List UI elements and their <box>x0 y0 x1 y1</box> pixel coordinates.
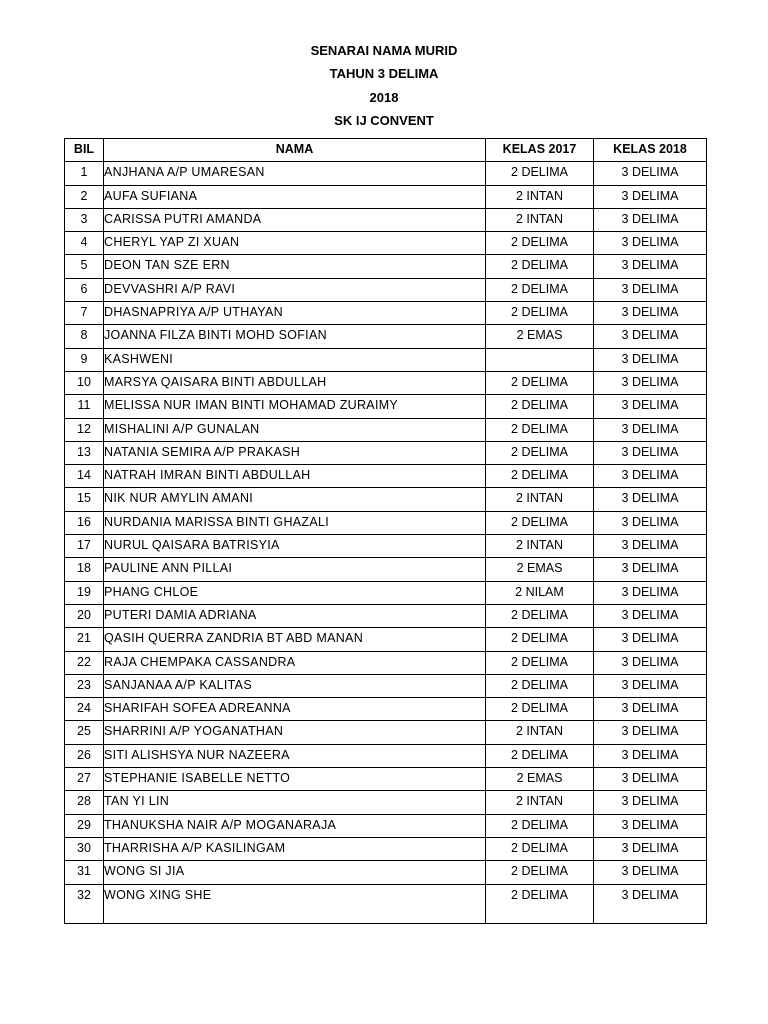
cell-bil: 24 <box>65 698 104 721</box>
cell-nama: ANJHANA A/P UMARESAN <box>104 162 486 185</box>
cell-bil: 6 <box>65 278 104 301</box>
cell-nama: DEVVASHRI A/P RAVI <box>104 278 486 301</box>
column-header-bil: BIL <box>65 139 104 162</box>
cell-bil: 30 <box>65 837 104 860</box>
cell-nama: NIK NUR AMYLIN AMANI <box>104 488 486 511</box>
cell-nama: WONG XING SHE <box>104 884 486 923</box>
cell-nama: TAN YI LIN <box>104 791 486 814</box>
cell-kelas-2017: 2 DELIMA <box>486 884 594 923</box>
cell-nama: NURUL QAISARA BATRISYIA <box>104 535 486 558</box>
table-row <box>65 604 707 627</box>
cell-bil: 29 <box>65 814 104 837</box>
table-row <box>65 884 707 923</box>
cell-bil: 12 <box>65 418 104 441</box>
table-row <box>65 418 707 441</box>
cell-bil: 28 <box>65 791 104 814</box>
cell-kelas-2018: 3 DELIMA <box>594 395 707 418</box>
table-row <box>65 185 707 208</box>
table-row <box>65 558 707 581</box>
table-row <box>65 278 707 301</box>
cell-kelas-2017: 2 DELIMA <box>486 371 594 394</box>
cell-nama: RAJA CHEMPAKA CASSANDRA <box>104 651 486 674</box>
cell-kelas-2018: 3 DELIMA <box>594 628 707 651</box>
cell-bil: 21 <box>65 628 104 651</box>
cell-nama: STEPHANIE ISABELLE NETTO <box>104 768 486 791</box>
table-row <box>65 232 707 255</box>
cell-bil: 11 <box>65 395 104 418</box>
column-header-kelas-2017: KELAS 2017 <box>486 139 594 162</box>
cell-bil: 26 <box>65 744 104 767</box>
cell-kelas-2017: 2 EMAS <box>486 558 594 581</box>
table-row <box>65 814 707 837</box>
cell-kelas-2017: 2 EMAS <box>486 768 594 791</box>
table-row <box>65 861 707 884</box>
cell-kelas-2018: 3 DELIMA <box>594 278 707 301</box>
cell-bil: 32 <box>65 884 104 923</box>
cell-kelas-2018: 3 DELIMA <box>594 604 707 627</box>
cell-bil: 27 <box>65 768 104 791</box>
cell-nama: JOANNA FILZA BINTI MOHD SOFIAN <box>104 325 486 348</box>
table-row <box>65 302 707 325</box>
table-row <box>65 348 707 371</box>
student-table <box>64 138 707 924</box>
column-header-nama: NAMA <box>104 139 486 162</box>
cell-bil: 5 <box>65 255 104 278</box>
cell-nama: DEON TAN SZE ERN <box>104 255 486 278</box>
cell-bil: 18 <box>65 558 104 581</box>
cell-kelas-2018: 3 DELIMA <box>594 791 707 814</box>
cell-kelas-2017: 2 DELIMA <box>486 651 594 674</box>
cell-kelas-2018: 3 DELIMA <box>594 348 707 371</box>
cell-kelas-2017: 2 INTAN <box>486 791 594 814</box>
cell-kelas-2018: 3 DELIMA <box>594 837 707 860</box>
cell-kelas-2017: 2 INTAN <box>486 208 594 231</box>
cell-kelas-2017: 2 DELIMA <box>486 744 594 767</box>
cell-kelas-2017: 2 INTAN <box>486 535 594 558</box>
cell-kelas-2017: 2 INTAN <box>486 488 594 511</box>
cell-bil: 10 <box>65 371 104 394</box>
cell-nama: NATRAH IMRAN BINTI ABDULLAH <box>104 465 486 488</box>
table-row <box>65 768 707 791</box>
cell-kelas-2018: 3 DELIMA <box>594 208 707 231</box>
cell-nama: CARISSA PUTRI AMANDA <box>104 208 486 231</box>
cell-kelas-2017: 2 INTAN <box>486 721 594 744</box>
table-row <box>65 511 707 534</box>
table-row <box>65 465 707 488</box>
cell-kelas-2018: 3 DELIMA <box>594 302 707 325</box>
cell-kelas-2018: 3 DELIMA <box>594 884 707 923</box>
cell-kelas-2018: 3 DELIMA <box>594 744 707 767</box>
cell-bil: 31 <box>65 861 104 884</box>
cell-bil: 14 <box>65 465 104 488</box>
cell-nama: THARRISHA A/P KASILINGAM <box>104 837 486 860</box>
cell-bil: 1 <box>65 162 104 185</box>
cell-bil: 19 <box>65 581 104 604</box>
cell-nama: NATANIA SEMIRA A/P PRAKASH <box>104 441 486 464</box>
table-row <box>65 721 707 744</box>
cell-kelas-2018: 3 DELIMA <box>594 465 707 488</box>
table-row <box>65 651 707 674</box>
table-row <box>65 698 707 721</box>
column-header-kelas-2018: KELAS 2018 <box>594 139 707 162</box>
table-row <box>65 208 707 231</box>
table-header-row <box>65 139 707 162</box>
cell-kelas-2018: 3 DELIMA <box>594 721 707 744</box>
cell-nama: THANUKSHA NAIR A/P MOGANARAJA <box>104 814 486 837</box>
cell-kelas-2018: 3 DELIMA <box>594 488 707 511</box>
cell-kelas-2017: 2 INTAN <box>486 185 594 208</box>
cell-kelas-2017: 2 DELIMA <box>486 861 594 884</box>
cell-bil: 15 <box>65 488 104 511</box>
cell-nama: QASIH QUERRA ZANDRIA BT ABD MANAN <box>104 628 486 651</box>
cell-bil: 23 <box>65 674 104 697</box>
cell-kelas-2018: 3 DELIMA <box>594 325 707 348</box>
cell-kelas-2018: 3 DELIMA <box>594 768 707 791</box>
cell-kelas-2018: 3 DELIMA <box>594 535 707 558</box>
cell-kelas-2017: 2 DELIMA <box>486 278 594 301</box>
cell-kelas-2018: 3 DELIMA <box>594 651 707 674</box>
cell-kelas-2018: 3 DELIMA <box>594 814 707 837</box>
cell-nama: SITI ALISHSYA NUR NAZEERA <box>104 744 486 767</box>
year: 2018 <box>369 89 399 105</box>
cell-nama: PAULINE ANN PILLAI <box>104 558 486 581</box>
table-row <box>65 837 707 860</box>
cell-kelas-2017: 2 DELIMA <box>486 418 594 441</box>
cell-kelas-2017: 2 EMAS <box>486 325 594 348</box>
cell-kelas-2018: 3 DELIMA <box>594 698 707 721</box>
cell-nama: WONG SI JIA <box>104 861 486 884</box>
cell-bil: 17 <box>65 535 104 558</box>
table-row <box>65 628 707 651</box>
table-row <box>65 535 707 558</box>
cell-kelas-2018: 3 DELIMA <box>594 441 707 464</box>
cell-kelas-2017: 2 DELIMA <box>486 604 594 627</box>
table-row <box>65 255 707 278</box>
cell-kelas-2018: 3 DELIMA <box>594 674 707 697</box>
cell-bil: 9 <box>65 348 104 371</box>
cell-bil: 4 <box>65 232 104 255</box>
cell-kelas-2017 <box>486 348 594 371</box>
cell-nama: SHARRINI A/P YOGANATHAN <box>104 721 486 744</box>
document-title: SENARAI NAMA MURID <box>310 43 458 58</box>
cell-kelas-2017: 2 DELIMA <box>486 162 594 185</box>
cell-bil: 13 <box>65 441 104 464</box>
cell-kelas-2018: 3 DELIMA <box>594 558 707 581</box>
cell-nama: MELISSA NUR IMAN BINTI MOHAMAD ZURAIMY <box>104 395 486 418</box>
cell-kelas-2017: 2 DELIMA <box>486 302 594 325</box>
cell-kelas-2017: 2 DELIMA <box>486 465 594 488</box>
cell-nama: SANJANAA A/P KALITAS <box>104 674 486 697</box>
cell-kelas-2018: 3 DELIMA <box>594 232 707 255</box>
cell-nama: SHARIFAH SOFEA ADREANNA <box>104 698 486 721</box>
cell-nama: MISHALINI A/P GUNALAN <box>104 418 486 441</box>
table-row <box>65 441 707 464</box>
table-row <box>65 744 707 767</box>
table-row <box>65 395 707 418</box>
cell-bil: 22 <box>65 651 104 674</box>
cell-kelas-2017: 2 DELIMA <box>486 837 594 860</box>
document-header <box>0 39 768 132</box>
cell-kelas-2018: 3 DELIMA <box>594 185 707 208</box>
cell-nama: MARSYA QAISARA BINTI ABDULLAH <box>104 371 486 394</box>
cell-nama: NURDANIA MARISSA BINTI GHAZALI <box>104 511 486 534</box>
cell-kelas-2018: 3 DELIMA <box>594 511 707 534</box>
table-row <box>65 325 707 348</box>
cell-nama: PHANG CHLOE <box>104 581 486 604</box>
cell-kelas-2017: 2 DELIMA <box>486 441 594 464</box>
cell-bil: 3 <box>65 208 104 231</box>
cell-kelas-2017: 2 DELIMA <box>486 232 594 255</box>
cell-kelas-2017: 2 DELIMA <box>486 628 594 651</box>
cell-bil: 8 <box>65 325 104 348</box>
cell-kelas-2017: 2 DELIMA <box>486 674 594 697</box>
cell-nama: CHERYL YAP ZI XUAN <box>104 232 486 255</box>
table-row <box>65 581 707 604</box>
cell-bil: 16 <box>65 511 104 534</box>
table-row <box>65 791 707 814</box>
cell-kelas-2017: 2 NILAM <box>486 581 594 604</box>
cell-kelas-2018: 3 DELIMA <box>594 371 707 394</box>
cell-bil: 7 <box>65 302 104 325</box>
cell-kelas-2018: 3 DELIMA <box>594 162 707 185</box>
table-row <box>65 371 707 394</box>
cell-kelas-2017: 2 DELIMA <box>486 511 594 534</box>
table-body <box>65 162 707 923</box>
class-name: TAHUN 3 DELIMA <box>329 66 439 82</box>
cell-bil: 20 <box>65 604 104 627</box>
cell-nama: AUFA SUFIANA <box>104 185 486 208</box>
cell-bil: 25 <box>65 721 104 744</box>
cell-kelas-2017: 2 DELIMA <box>486 814 594 837</box>
cell-kelas-2018: 3 DELIMA <box>594 581 707 604</box>
table-row <box>65 488 707 511</box>
cell-nama: DHASNAPRIYA A/P UTHAYAN <box>104 302 486 325</box>
cell-kelas-2018: 3 DELIMA <box>594 418 707 441</box>
table-row <box>65 162 707 185</box>
cell-nama: PUTERI DAMIA ADRIANA <box>104 604 486 627</box>
school-name: SK IJ CONVENT <box>334 112 434 128</box>
cell-nama: KASHWENI <box>104 348 486 371</box>
table-row <box>65 674 707 697</box>
cell-kelas-2017: 2 DELIMA <box>486 255 594 278</box>
cell-kelas-2018: 3 DELIMA <box>594 861 707 884</box>
cell-kelas-2017: 2 DELIMA <box>486 698 594 721</box>
cell-kelas-2017: 2 DELIMA <box>486 395 594 418</box>
cell-kelas-2018: 3 DELIMA <box>594 255 707 278</box>
cell-bil: 2 <box>65 185 104 208</box>
